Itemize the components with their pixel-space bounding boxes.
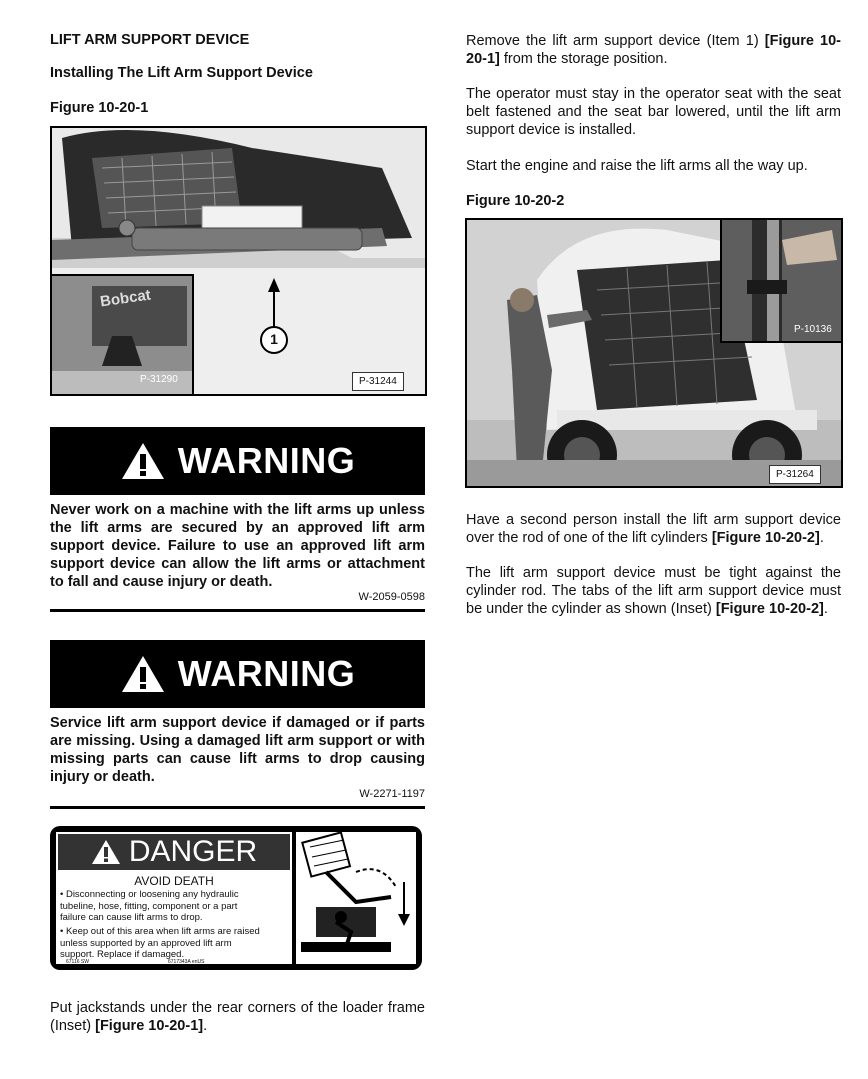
cylinder-photo [722,220,843,341]
danger-code-right: 6717343A enUS [168,959,205,965]
figure1-code: P-31244 [352,372,404,391]
warning-triangle-icon [120,441,166,481]
figure-ref: [Figure 10-20-1] [466,33,841,67]
danger-pictogram [296,832,416,964]
danger-triangle-icon [91,839,121,865]
figure2-label: Figure 10-20-2 [466,193,565,209]
warning-text-1: Never work on a machine with the lift arms up unless the lift arms are secured by an approved lift arm support device. Failure to use an approved lift arm support device can allow the lift arms or attachment to fall and cause injury or death. [50,502,425,590]
bobcat-brand: Bobcat [99,286,152,311]
warning-title-1: WARNING [177,440,356,481]
warning-banner-1 [50,427,425,495]
callout-1: 1 [270,331,278,347]
para-tight: The lift arm support device must be tight against the cylinder rod. The tabs of the lift arm support device must be under the cylinder as shown (Inset) [Figure 10-20-2]. [466,565,841,617]
jackstand-instruction: Put jackstands under the rear corners of the loader frame (Inset) [Figure 10-20-1]. [50,1000,425,1034]
figure-ref: [Figure 10-20-2] [715,601,824,617]
warning-triangle-icon [120,654,166,694]
danger-title: DANGER [128,835,258,868]
danger-bullet-2: • Keep out of this area when lift arms are raised unless supported by an approved lift arm support. Replace if damaged. [60,926,260,960]
inset-code: P-10136 [794,324,832,335]
warning-text-2: Service lift arm support device if damaged or if parts are missing. Using a damaged lift arm support or with missing parts can cause lift arms to drop causing injury or death. [50,715,425,785]
divider [50,806,425,809]
danger-decal [50,826,422,970]
cylinder-inset [720,220,843,343]
lift-arm-crush-pictogram [296,832,416,964]
warning-banner-2 [50,640,425,708]
figure-10-20-2 [465,218,843,488]
figure-ref: [Figure 10-20-1] [95,1018,204,1034]
warning-code-2: W-2271-1197 [359,788,425,800]
danger-header [58,834,290,870]
section-title: LIFT ARM SUPPORT DEVICE [50,32,250,48]
inset-code: P-31290 [140,374,178,385]
jackstand-inset [52,274,194,396]
para-operator: The operator must stay in the operator seat with the seat belt fastened and the seat bar lowered, until the lift arm support device is installed. [466,86,841,138]
figure2-code: P-31264 [769,465,821,484]
divider [50,609,425,612]
para-start-engine: Start the engine and raise the lift arms all the way up. [466,158,808,174]
para-remove-device: Remove the lift arm support device (Item 1) [Figure 10-20-1] from the storage position. [466,33,841,67]
danger-bullet-1: • Disconnecting or loosening any hydraulic tubeline, hose, fitting, component or a part failure can cause lift arms to drop. [60,889,239,923]
para-second-person: Have a second person install the lift arm support device over the rod of one of the lift cylinders [Figure 10-20-2]. [466,512,841,546]
figure-10-20-1 [50,126,427,396]
figure1-label: Figure 10-20-1 [50,100,149,116]
danger-code-left: 67116 SW [66,959,89,965]
danger-subtitle: AVOID DEATH [134,874,214,888]
warning-title-2: WARNING [177,653,356,694]
danger-text-panel [56,832,292,964]
figure-ref: [Figure 10-20-2] [711,530,820,546]
warning-code-1: W-2059-0598 [358,591,425,603]
subtitle: Installing The Lift Arm Support Device [50,65,313,81]
